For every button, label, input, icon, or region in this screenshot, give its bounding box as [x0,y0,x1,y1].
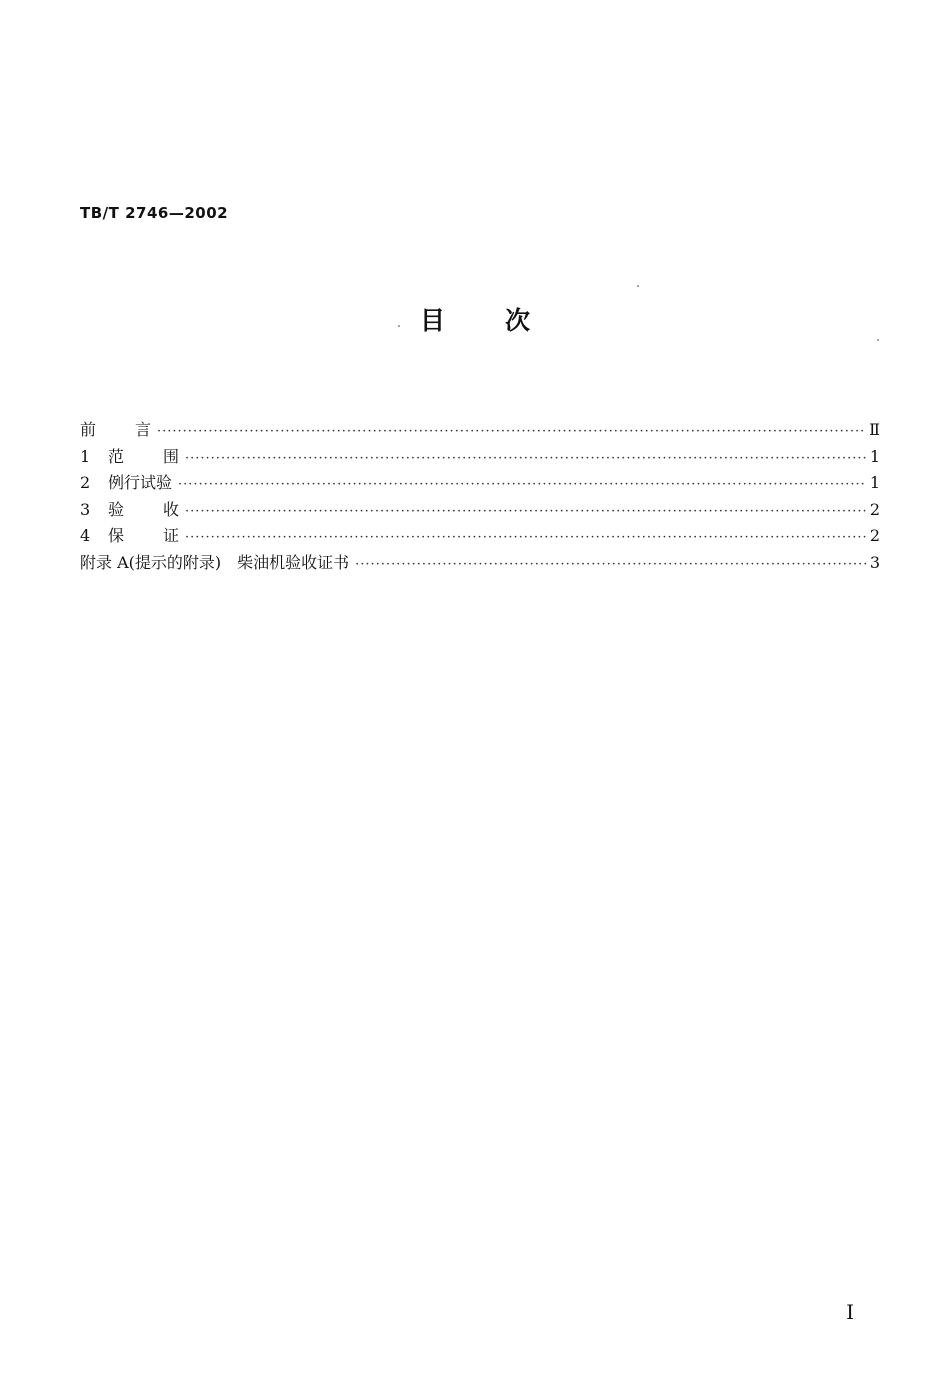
toc-entry-page: 1 [869,473,880,492]
toc-title [0,305,950,337]
standard-code: TB/T 2746—2002 [80,204,229,222]
scan-speck [637,285,639,287]
toc-entry-label [80,444,179,471]
toc-entry-page: Ⅱ [869,420,880,439]
toc-entry-char: 围 [163,446,180,466]
toc-entry-label [80,497,179,524]
toc-title-char-2: 次 [505,306,531,335]
page-number: I [846,1300,854,1324]
table-of-contents [80,417,880,576]
toc-entry-routine-test[interactable] [80,470,880,497]
toc-entry-char: 范 [108,446,125,466]
toc-entry-number: 2 [80,473,91,492]
toc-entry-label [80,470,172,497]
toc-entry-number: 1 [80,446,91,466]
toc-entry-guarantee[interactable] [80,523,880,550]
dot-leader [178,472,866,499]
toc-entry-text: 例行试验 [108,473,173,492]
toc-entry-number: 4 [80,526,91,545]
toc-entry-char: 言 [135,420,152,439]
toc-entry-page: 2 [869,526,880,545]
toc-entry-foreword[interactable] [80,417,880,444]
toc-entry-page: 3 [869,552,880,572]
toc-entry-label [80,523,179,550]
dot-leader [185,525,866,552]
toc-entry-acceptance[interactable] [80,497,880,524]
toc-entry-char: 验 [108,499,125,519]
toc-entry-appendix-a[interactable] [80,550,880,577]
toc-entry-scope[interactable] [80,444,880,471]
dot-leader [157,419,865,446]
dot-leader [185,446,866,473]
toc-entry-char: 收 [163,499,180,519]
dot-leader [185,499,866,526]
toc-entry-char: 保 [108,526,125,545]
toc-entry-label [80,550,349,577]
toc-entry-page: 1 [869,446,880,466]
toc-entry-page: 2 [869,499,880,519]
toc-entry-label [80,417,151,444]
toc-title-char-1: 目 [419,306,445,335]
toc-entry-char: 前 [80,420,97,439]
scan-speck [877,339,879,341]
dot-leader [355,552,866,579]
toc-entry-number: 3 [80,499,91,519]
toc-entry-text: 附录 A(提示的附录) 柴油机验收证书 [80,552,350,572]
toc-entry-char: 证 [163,526,180,545]
scan-speck [398,325,400,327]
